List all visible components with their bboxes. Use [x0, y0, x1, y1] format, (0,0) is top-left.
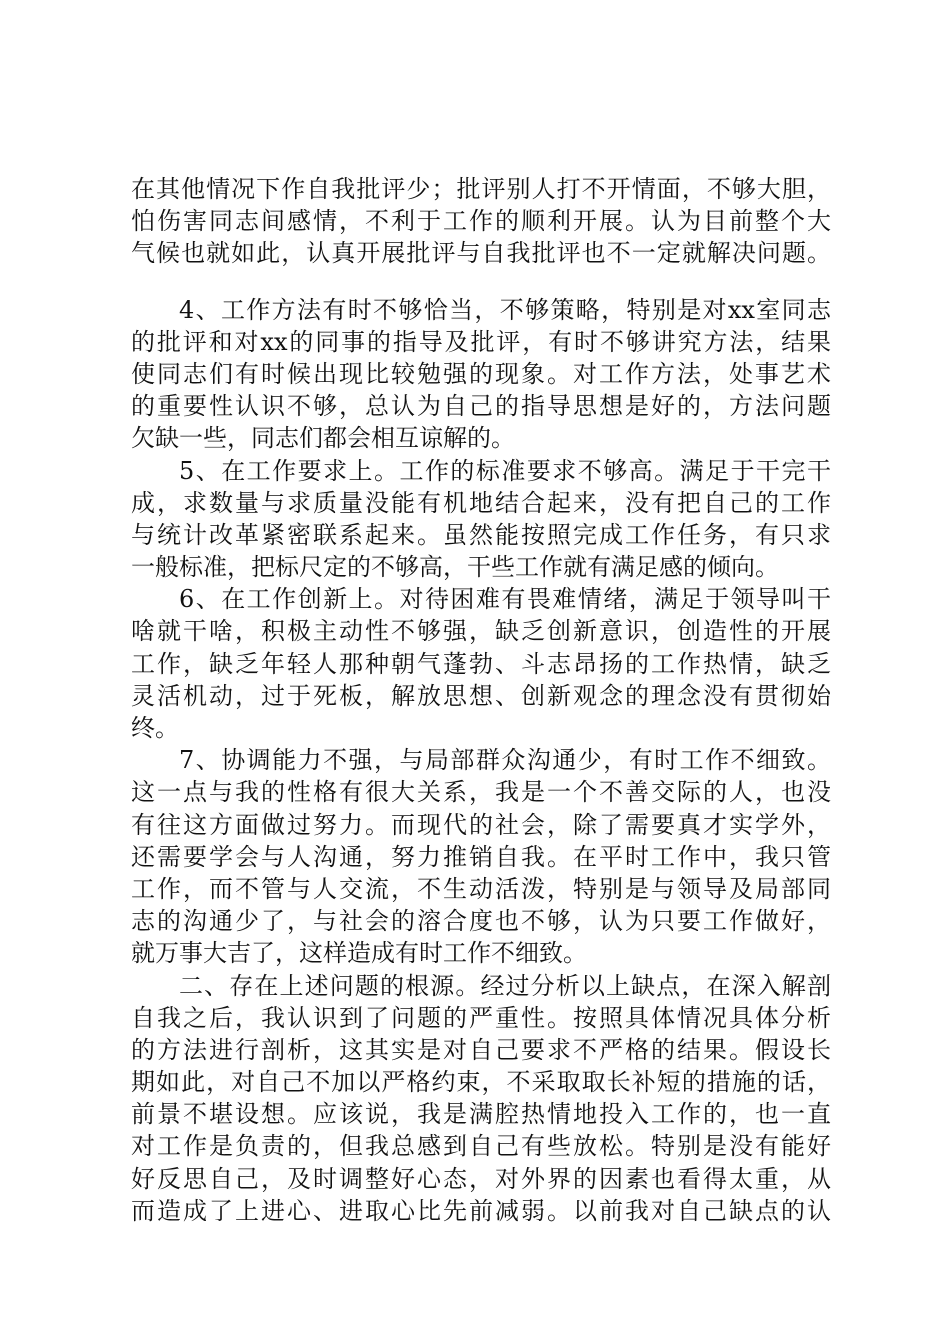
text-line: 的批评和对xx的同事的指导及批评，有时不够讲究方法，结果 [131, 327, 831, 356]
text-line: 二、存在上述问题的根源。经过分析以上缺点，在深入解剖 [179, 971, 831, 1000]
text-line: 成，求数量与求质量没能有机地结合起来，没有把自己的工作 [131, 488, 831, 517]
text-line: 7、协调能力不强，与局部群众沟通少，有时工作不细致。 [179, 746, 831, 775]
text-line: 还需要学会与人沟通，努力推销自我。在平时工作中，我只管 [131, 842, 831, 871]
text-line: 工作，缺乏年轻人那种朝气蓬勃、斗志昂扬的工作热情，缺乏 [131, 649, 831, 678]
text-line: 前景不堪设想。应该说，我是满腔热情地投入工作的，也一直 [131, 1100, 831, 1129]
text-line: 一般标准，把标尺定的不够高，干些工作就有满足感的倾向。 [131, 553, 779, 582]
text-line: 这一点与我的性格有很大关系，我是一个不善交际的人，也没 [131, 778, 831, 807]
text-line: 好反思自己，及时调整好心态，对外界的因素也看得太重，从 [131, 1164, 831, 1193]
text-line: 而造成了上进心、进取心比先前减弱。以前我对自己缺点的认 [131, 1196, 831, 1225]
text-line: 志的沟通少了，与社会的溶合度也不够，认为只要工作做好， [131, 907, 831, 936]
paragraph-section-roots [131, 970, 831, 1228]
document-page [131, 173, 831, 1227]
text-line: 终。 [131, 714, 179, 742]
paragraph-item-5 [131, 455, 831, 584]
text-line: 期如此，对自己不加以严格约束，不采取取长补短的措施的话， [131, 1068, 831, 1097]
text-line: 对工作是负责的，但我总感到自己有些放松。特别是没有能好 [131, 1132, 831, 1161]
text-line: 有往这方面做过努力。而现代的社会，除了需要真才实学外， [131, 810, 831, 839]
text-line: 自我之后，我认识到了问题的严重性。按照具体情况具体分析 [131, 1003, 831, 1032]
text-line: 6、在工作创新上。对待困难有畏难情绪，满足于领导叫干 [179, 585, 831, 614]
text-line: 在其他情况下作自我批评少；批评别人打不开情面，不够大胆， [131, 175, 831, 203]
text-line: 欠缺一些，同志们都会相互谅解的。 [131, 424, 515, 453]
paragraph-continued [131, 173, 831, 270]
text-line: 气候也就如此，认真开展批评与自我批评也不一定就解决问题。 [131, 239, 831, 268]
paragraph-item-4 [131, 294, 831, 455]
text-line: 4、工作方法有时不够恰当，不够策略，特别是对xx室同志 [179, 295, 831, 324]
text-line: 的方法进行剖析，这其实是对自己要求不严格的结果。假设长 [131, 1035, 831, 1064]
text-line: 的重要性认识不够，总认为自己的指导思想是好的，方法问题 [131, 392, 831, 421]
text-line: 与统计改革紧密联系起来。虽然能按照完成工作任务，有只求 [131, 520, 831, 549]
text-line: 怕伤害同志间感情，不利于工作的顺利开展。认为目前整个大 [131, 207, 831, 236]
paragraph-item-6 [131, 583, 831, 744]
text-line: 使同志们有时候出现比较勉强的现象。对工作方法，处事艺术 [131, 359, 831, 388]
text-line: 5、在工作要求上。工作的标准要求不够高。满足于干完干 [179, 456, 831, 485]
text-line: 就万事大吉了，这样造成有时工作不细致。 [131, 939, 587, 968]
text-line: 灵活机动，过于死板，解放思想、创新观念的理念没有贯彻始 [131, 681, 831, 710]
text-line: 啥就干啥，积极主动性不够强，缺乏创新意识，创造性的开展 [131, 617, 831, 646]
text-line: 工作，而不管与人交流，不生动活泼，特别是与领导及局部同 [131, 874, 831, 903]
paragraph-gap [131, 270, 831, 294]
paragraph-item-7 [131, 744, 831, 969]
